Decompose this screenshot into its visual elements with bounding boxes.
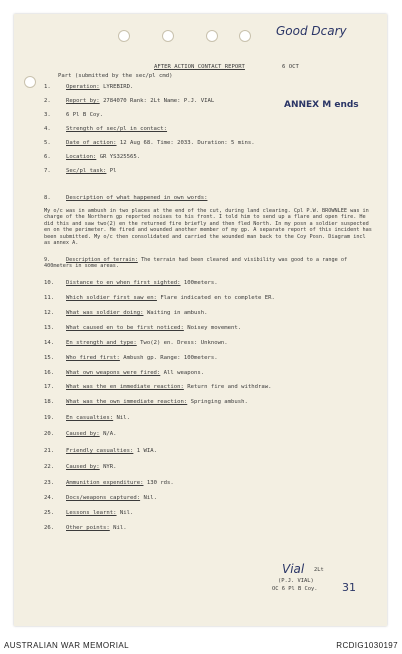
item-label: Strength of sec/pl in contact: [66,126,168,132]
item-value: Nil. [143,495,157,501]
item-label: Report by: [66,98,100,104]
item-number: 5. [44,140,51,146]
item-label: Friendly casualties: [66,448,134,454]
item-label: Distance to en when first sighted: [66,280,181,286]
report-item [44,525,374,532]
report-item [44,384,374,391]
corner-note: Good Dcary [276,24,347,38]
item-value: LYREBIRD. [103,84,134,90]
item-number: 20. [44,431,55,437]
item-label: Who fired first: [66,355,120,361]
item-number: 25. [44,510,55,516]
report-title: AFTER ACTION CONTACT REPORT [154,64,245,70]
signature-name: (P.J. VIAL) [278,578,314,584]
item-value: Springing ambush. [190,399,248,405]
report-item [44,370,374,377]
report-item [44,495,374,502]
item-number: 9. [44,257,51,263]
item-number: 15. [44,355,55,361]
footer-right: RCDIG1030197 [336,641,398,650]
punch-hole [206,30,218,42]
report-date: 6 OCT [282,64,299,70]
report-item [44,448,374,455]
report-item [44,84,374,91]
item-value: 100meters. [183,280,218,286]
report-item-terrain [44,257,374,270]
item-value: 2784070 Rank: 2Lt Name: P.J. VIAL [103,98,215,104]
report-item [44,510,374,517]
item-label: Description of what happened in own words: [66,195,208,201]
item-value: 130 rds. [146,480,174,486]
report-item [44,464,374,471]
item-value: Two(2) en. Dress: Unknown. [140,340,228,346]
item-number: 26. [44,525,55,531]
report-item [44,280,374,287]
item-number: 10. [44,280,55,286]
item-label: What was the en immediate reaction: [66,384,184,390]
annex-note: ANNEX M ends [284,100,359,110]
item-number: 24. [44,495,55,501]
item-number: 14. [44,340,55,346]
item-value: Nil. [119,510,134,516]
item-label: Location: [66,154,97,160]
item-label: Sec/pl task: [66,168,107,174]
item-label: En casualties: [66,415,114,421]
punch-hole [239,30,251,42]
submitted-by: Part (submitted by the sec/pl cmd) [58,73,173,79]
item-label: What own weapons were fired: [66,370,161,376]
report-item [44,295,374,302]
item-label: Which soldier first saw en: [66,295,157,301]
report-item [44,325,374,332]
report-item [44,415,374,422]
signature-scrawl: Vial [282,562,305,576]
item-number: 4. [44,126,51,132]
item-value: Pl [109,168,117,174]
item-value: Flare indicated en to complete ER. [160,295,275,301]
signature-unit: OC 6 Pl B Coy. [272,586,318,592]
punch-hole [118,30,130,42]
item-value: All weapons. [163,370,205,376]
item-label: En strength and type: [66,340,137,346]
page-number: 31 [342,581,356,594]
report-item [44,340,374,347]
item-number: 2. [44,98,51,104]
item-label: Ammunition expenditure: [66,480,144,486]
report-item [44,310,374,317]
item-number: 23. [44,480,55,486]
punch-hole [24,76,36,88]
item-number: 8. [44,195,51,201]
item-value: Nil. [113,525,127,531]
report-item [44,195,374,202]
item-number: 11. [44,295,55,301]
punch-hole [162,30,174,42]
report-item [44,168,374,175]
item-value: 6 Pl B Coy. [66,112,104,118]
item-value: The terrain had been cleared and visibility was good to a range of 400meters in some areas. [44,257,348,270]
item-label: Lessons learnt: [66,510,117,516]
report-item [44,154,374,161]
item-label: Other points: [66,525,110,531]
report-item [44,480,374,487]
report-item [44,112,374,119]
item-label: Caused by: [66,431,100,437]
item-label: What was soldier doing: [66,310,144,316]
item-number: 6. [44,154,51,160]
report-item [44,126,374,133]
report-item [44,355,374,362]
item-label: Docs/weapons captured: [66,495,141,501]
item-number: 22. [44,464,55,470]
report-item [44,431,374,438]
report-item [44,98,374,105]
item-number: 18. [44,399,55,405]
item-value: Return fire and withdraw. [187,384,272,390]
item-value: Ambush gp. Range: 100meters. [123,355,218,361]
item-number: 16. [44,370,55,376]
item-label: Operation: [66,84,100,90]
item-label: What was the own immediate reaction: [66,399,188,405]
item-number: 1. [44,84,51,90]
item-number: 13. [44,325,55,331]
item-value: N/A. [103,431,117,437]
document-page [14,14,387,626]
item-value: Waiting in ambush. [146,310,208,316]
item-label: Description of terrain: [66,257,138,263]
item-number: 17. [44,384,55,390]
item-label: Caused by: [66,464,100,470]
item-number: 7. [44,168,51,174]
signature-rank: 2Lt [314,567,324,573]
footer-left: AUSTRALIAN WAR MEMORIAL [4,641,129,650]
item-value: GR YS325565. [99,154,141,160]
item-number: 12. [44,310,55,316]
item-label: Date of action: [66,140,117,146]
report-item [44,399,374,406]
item-value: NYR. [103,464,117,470]
item-value: 1 WIA. [136,448,157,454]
item-value: 12 Aug 68. Time: 2033. Duration: 5 mins. [119,140,255,146]
item-number: 3. [44,112,51,118]
report-item [44,140,374,147]
item-number: 19. [44,415,55,421]
item-label: What caused en to be first noticed: [66,325,184,331]
item-number: 21. [44,448,55,454]
narrative: My o/c was in ambush in two places at the end of the cut, during land clearing. Cpl P.W. BROWNLEE was in charge of the Northern gp reported noises to his front. I told him to send up a flare and open fire. He did this and saw two(2) en the returned fire briefly and then fled North. In my posn a soldier suspected en on the perimeter. He fired and wounded another member of my gp. A separate report of this incident has been submitted. My o/c then consolidated and carried the wounded man back to the Coy Posn. Diagram incl as annex A. [44,208,372,247]
item-value: Nil. [116,415,131,421]
item-value: Noisey movement. [187,325,242,331]
